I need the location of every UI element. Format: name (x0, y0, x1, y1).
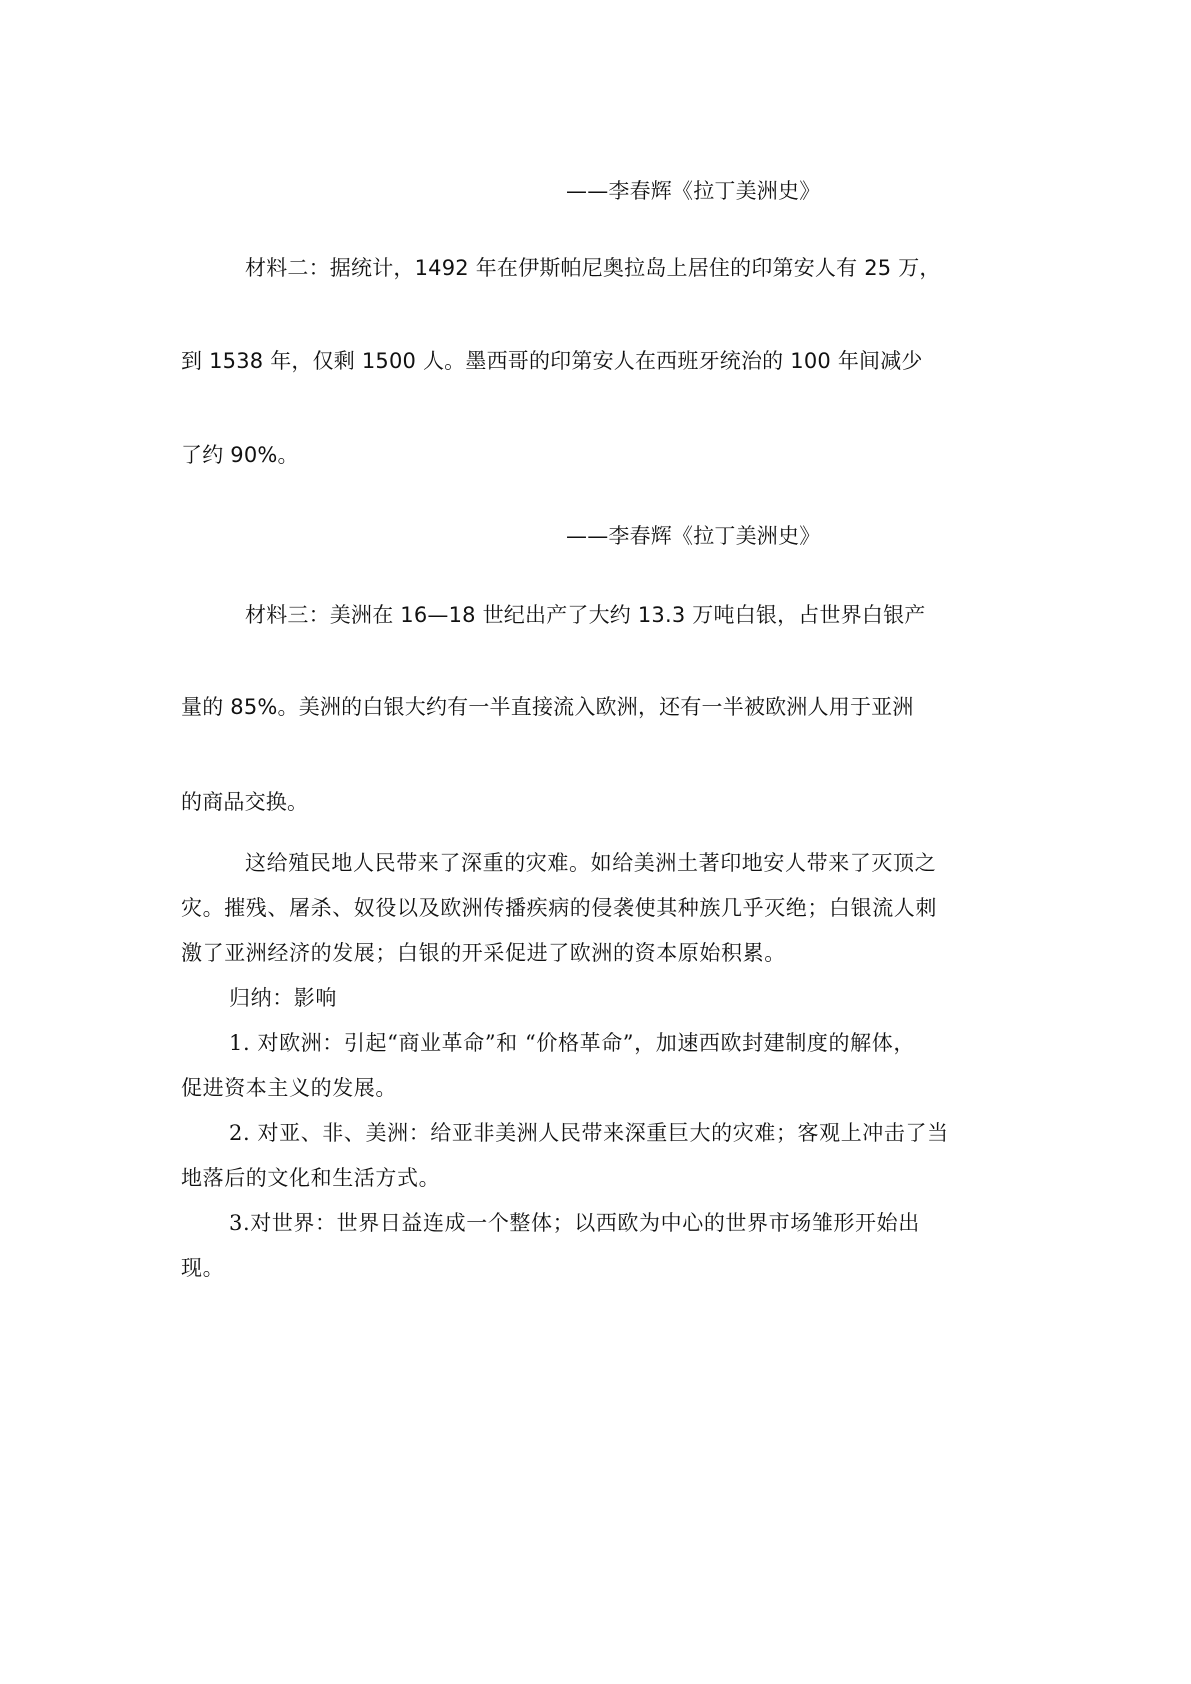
summary-item-3-line-2: 现。 (181, 1256, 225, 1280)
summary-item-3-line-1: 3.对世界：世界日益连成一个整体；以西欧为中心的世界市场雏形开始出 (229, 1211, 920, 1235)
summary-item-2-line-1: 2. 对亚、非、美洲：给亚非美洲人民带来深重巨大的灾难；客观上冲击了当 (229, 1121, 949, 1145)
analysis-line-2: 灾。摧残、屠杀、奴役以及欧洲传播疾病的侵袭使其种族几乎灭绝；白银流人刺 (181, 896, 937, 920)
summary-item-1-line-1: 1. 对欧洲：引起“商业革命”和 “价格革命”，加速西欧封建制度的解体， (229, 1031, 915, 1055)
summary-item-1-line-2: 促进资本主义的发展。 (181, 1076, 397, 1100)
material-three-line-1: 材料三：美洲在 16—18 世纪出产了大约 13.3 万吨白银，占世界白银产 (245, 603, 926, 627)
summary-item-2-line-2: 地落后的文化和生活方式。 (181, 1166, 441, 1190)
source-citation-1: ——李春辉《拉丁美洲史》 (566, 179, 821, 203)
material-three-line-3: 的商品交换。 (181, 790, 309, 814)
material-three-line-2: 量的 85%。美洲的白银大约有一半直接流入欧洲，还有一半被欧洲人用于亚洲 (181, 695, 914, 719)
material-two-line-1: 材料二：据统计，1492 年在伊斯帕尼奥拉岛上居住的印第安人有 25 万， (245, 256, 941, 280)
source-citation-2: ——李春辉《拉丁美洲史》 (566, 524, 821, 548)
analysis-line-1: 这给殖民地人民带来了深重的灾难。如给美洲土著印地安人带来了灭顶之 (245, 851, 937, 875)
material-two-line-3: 了约 90%。 (181, 443, 299, 467)
analysis-line-3: 激了亚洲经济的发展；白银的开采促进了欧洲的资本原始积累。 (181, 941, 786, 965)
summary-heading: 归纳：影响 (229, 986, 337, 1010)
material-two-line-2: 到 1538 年，仅剩 1500 人。墨西哥的印第安人在西班牙统治的 100 年间减少 (181, 349, 923, 373)
